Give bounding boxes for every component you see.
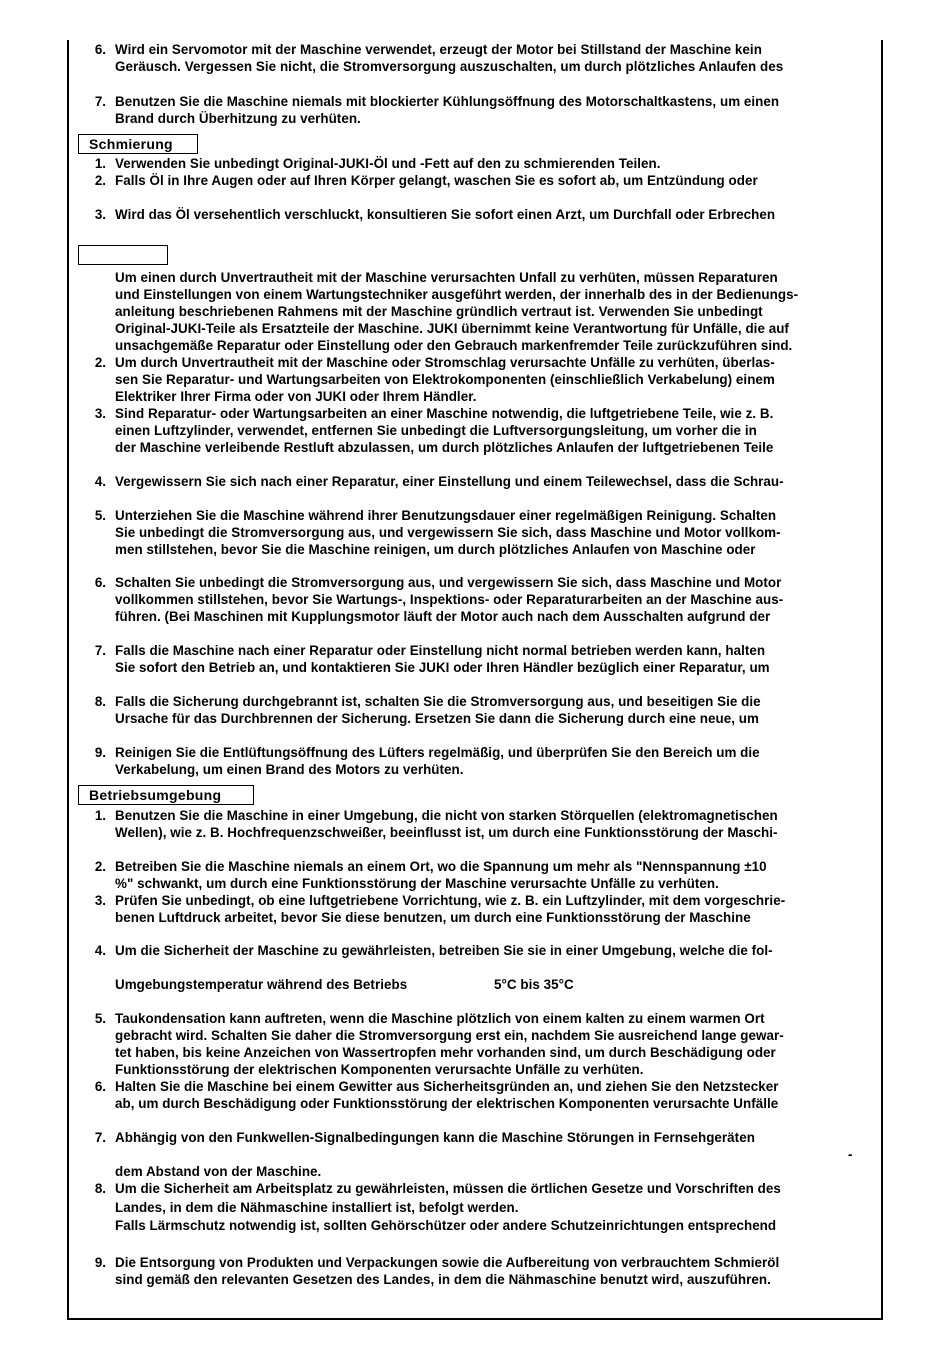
item-text: benen Luftdruck arbeitet, bevor Sie diese benutzen, um durch eine Funktionsstörung der Maschine	[115, 910, 751, 925]
item-number: 8.	[94, 694, 106, 709]
item-text: Schalten Sie unbedingt die Stromversorgung aus, und vergewissern Sie sich, dass Maschine und Motor	[115, 575, 782, 590]
item-number: 5.	[94, 1011, 106, 1026]
item-text: Brand durch Überhitzung zu verhüten.	[115, 111, 361, 126]
page-frame	[67, 40, 883, 1320]
item-text: Benutzen Sie die Maschine in einer Umgebung, die nicht von starken Störquellen (elektromagnetischen	[115, 808, 778, 823]
section-heading-wartung	[78, 245, 168, 265]
item-text: Sind Reparatur- oder Wartungsarbeiten an einer Maschine notwendig, die luftgetriebene Teile, wie z. B.	[115, 406, 774, 421]
item-text: einen Luftzylinder, verwendet, entfernen Sie unbedingt die Luftversorgungsleitung, um vorher die in	[115, 423, 757, 438]
temperature-label: Umgebungstemperatur während des Betriebs	[115, 977, 408, 992]
item-text: Taukondensation kann auftreten, wenn die Maschine plötzlich von einem kalten zu einem warmen Ort	[115, 1011, 765, 1026]
item-number: 6.	[94, 42, 106, 57]
item-text: Falls die Sicherung durchgebrannt ist, schalten Sie die Stromversorgung aus, und beseitigen Sie die	[115, 694, 761, 709]
item-text: Reinigen Sie die Entlüftungsöffnung des Lüfters regelmäßig, und überprüfen Sie den Bereich um die	[115, 745, 760, 760]
temperature-value: 5°C bis 35°C	[494, 977, 574, 992]
item-text: anleitung beschriebenen Rahmens mit der Maschine gründlich vertraut ist. Verwenden Sie unbedingt	[115, 304, 763, 319]
item-number: 2.	[94, 355, 106, 370]
section-heading-schmierung: Schmierung	[78, 134, 198, 154]
item-text: Verkabelung, um einen Brand des Motors zu verhüten.	[115, 762, 464, 777]
item-text: ab, um durch Beschädigung oder Funktionsstörung der elektrischen Komponenten verursachte Unfälle	[115, 1096, 779, 1111]
item-text: Vergewissern Sie sich nach einer Reparatur, einer Einstellung und einem Teilewechsel, dass die Schrau-	[115, 474, 784, 489]
item-number: 6.	[94, 1079, 106, 1094]
section-heading-betriebsumgebung: Betriebsumgebung	[78, 785, 254, 805]
item-number: 1.	[94, 156, 106, 171]
item-number: 9.	[94, 745, 106, 760]
item-text: Um die Sicherheit der Maschine zu gewährleisten, betreiben Sie sie in einer Umgebung, welche die fol-	[115, 943, 773, 958]
item-text: Ursache für das Durchbrennen der Sicherung. Ersetzen Sie dann die Sicherung durch eine neue, um	[115, 711, 759, 726]
item-text: Um durch Unvertrautheit mit der Maschine oder Stromschlag verursachte Unfälle zu verhüten, überlas-	[115, 355, 775, 370]
item-text: men stillstehen, bevor Sie die Maschine reinigen, um durch plötzliches Anlaufen von Maschine oder	[115, 542, 756, 557]
item-text: Elektriker Ihrer Firma oder von JUKI oder Ihrem Händler.	[115, 389, 477, 404]
item-number: 2.	[94, 173, 106, 188]
item-text: sen Sie Reparatur- und Wartungsarbeiten von Elektrokomponenten (einschließlich Verkabelung) einem	[115, 372, 775, 387]
item-text: Unterziehen Sie die Maschine während ihrer Benutzungsdauer einer regelmäßigen Reinigung. Schalten	[115, 508, 777, 523]
item-dash: -	[848, 1147, 853, 1162]
item-text: Abhängig von den Funkwellen-Signalbedingungen kann die Maschine Störungen in Fernsehgeräten	[115, 1130, 755, 1145]
item-text: vollkommen stillstehen, bevor Sie Wartungs-, Inspektions- oder Reparaturarbeiten an der Maschine aus-	[115, 592, 784, 607]
item-text: Original-JUKI-Teile als Ersatzteile der Maschine. JUKI übernimmt keine Verantwortung für Unfälle, die auf	[115, 321, 789, 336]
item-text: Verwenden Sie unbedingt Original-JUKI-Öl und -Fett auf den zu schmierenden Teilen.	[115, 156, 661, 171]
item-number: 3.	[94, 406, 106, 421]
item-text: Falls Öl in Ihre Augen oder auf Ihren Körper gelangt, waschen Sie es sofort ab, um Entzündung oder	[115, 173, 758, 188]
item-number: 3.	[94, 893, 106, 908]
item-number: 6.	[94, 575, 106, 590]
item-text: Landes, in dem die Nähmaschine installiert ist, befolgt werden.	[115, 1200, 519, 1215]
item-text: führen. (Bei Maschinen mit Kupplungsmotor läuft der Motor auch nach dem Ausschalten aufgrund der	[115, 609, 771, 624]
item-number: 4.	[94, 474, 106, 489]
item-text: Geräusch. Vergessen Sie nicht, die Stromversorgung auszuschalten, um durch plötzliches Anlaufen des	[115, 59, 784, 74]
item-text: Betreiben Sie die Maschine niemals an einem Ort, wo die Spannung um mehr als "Nennspannung ±10	[115, 859, 767, 874]
item-text: %" schwankt, um durch eine Funktionsstörung der Maschine verursachte Unfälle zu verhüten.	[115, 876, 719, 891]
item-text: Sie unbedingt die Stromversorgung aus, und vergewissern Sie sich, dass Maschine und Motor vollkom-	[115, 525, 781, 540]
item-text: gebracht wird. Schalten Sie daher die Stromversorgung erst ein, nachdem Sie ausreichend lange gewar-	[115, 1028, 784, 1043]
item-text: Die Entsorgung von Produkten und Verpackungen sowie die Aufbereitung von verbrauchtem Schmieröl	[115, 1255, 780, 1270]
item-number: 7.	[94, 1130, 106, 1145]
item-text: Wird ein Servomotor mit der Maschine verwendet, erzeugt der Motor bei Stillstand der Maschine kein	[115, 42, 762, 57]
item-text: und Einstellungen von einem Wartungstechniker ausgeführt werden, der innerhalb des in der Bedienungs-	[115, 287, 799, 302]
item-number: 9.	[94, 1255, 106, 1270]
item-text: dem Abstand von der Maschine.	[115, 1164, 322, 1179]
item-number: 5.	[94, 508, 106, 523]
item-number: 7.	[94, 643, 106, 658]
item-text: Wird das Öl versehentlich verschluckt, konsultieren Sie sofort einen Arzt, um Durchfall oder Erbrechen	[115, 207, 776, 222]
item-number: 8.	[94, 1181, 106, 1196]
item-text: Halten Sie die Maschine bei einem Gewitter aus Sicherheitsgründen an, und ziehen Sie den Netzstecker	[115, 1079, 779, 1094]
item-number: 7.	[94, 94, 106, 109]
item-text: Prüfen Sie unbedingt, ob eine luftgetriebene Vorrichtung, wie z. B. ein Luftzylinder, mit dem vorgeschrie-	[115, 893, 786, 908]
item-number: 1.	[94, 808, 106, 823]
item-text: unsachgemäße Reparatur oder Einstellung oder den Gebrauch markenfremder Teile zurückzuführen sind.	[115, 338, 793, 353]
item-text: Wellen), wie z. B. Hochfrequenzschweißer, beeinflusst ist, um durch eine Funktionsstörung der Maschi-	[115, 825, 778, 840]
item-text: der Maschine verleibende Restluft abzulassen, um durch plötzliches Anlaufen der luftgetriebenen Teile	[115, 440, 774, 455]
item-text: Falls die Maschine nach einer Reparatur oder Einstellung nicht normal betrieben werden kann, halten	[115, 643, 766, 658]
item-number: 3.	[94, 207, 106, 222]
item-number: 4.	[94, 943, 106, 958]
item-text: sind gemäß den relevanten Gesetzen des Landes, in dem die Nähmaschine benutzt wird, auszuführen.	[115, 1272, 771, 1287]
item-text: Funktionsstörung der elektrischen Komponenten verursachte Unfälle zu verhüten.	[115, 1062, 644, 1077]
item-text: Benutzen Sie die Maschine niemals mit blockierter Kühlungsöffnung des Motorschaltkastens, um einen	[115, 94, 780, 109]
item-text: tet haben, bis keine Anzeichen von Wassertropfen mehr vorhanden sind, um durch Beschädigung oder	[115, 1045, 776, 1060]
item-text: Sie sofort den Betrieb an, und kontaktieren Sie JUKI oder Ihren Händler bezüglich einer Reparatur, um	[115, 660, 770, 675]
item-number: 2.	[94, 859, 106, 874]
item-text: Falls Lärmschutz notwendig ist, sollten Gehörschützer oder andere Schutzeinrichtungen entsprechend	[115, 1218, 777, 1233]
item-text: Um einen durch Unvertrautheit mit der Maschine verursachten Unfall zu verhüten, müssen Reparaturen	[115, 270, 778, 285]
item-text: Um die Sicherheit am Arbeitsplatz zu gewährleisten, müssen die örtlichen Gesetze und Vorschriften des	[115, 1181, 781, 1196]
